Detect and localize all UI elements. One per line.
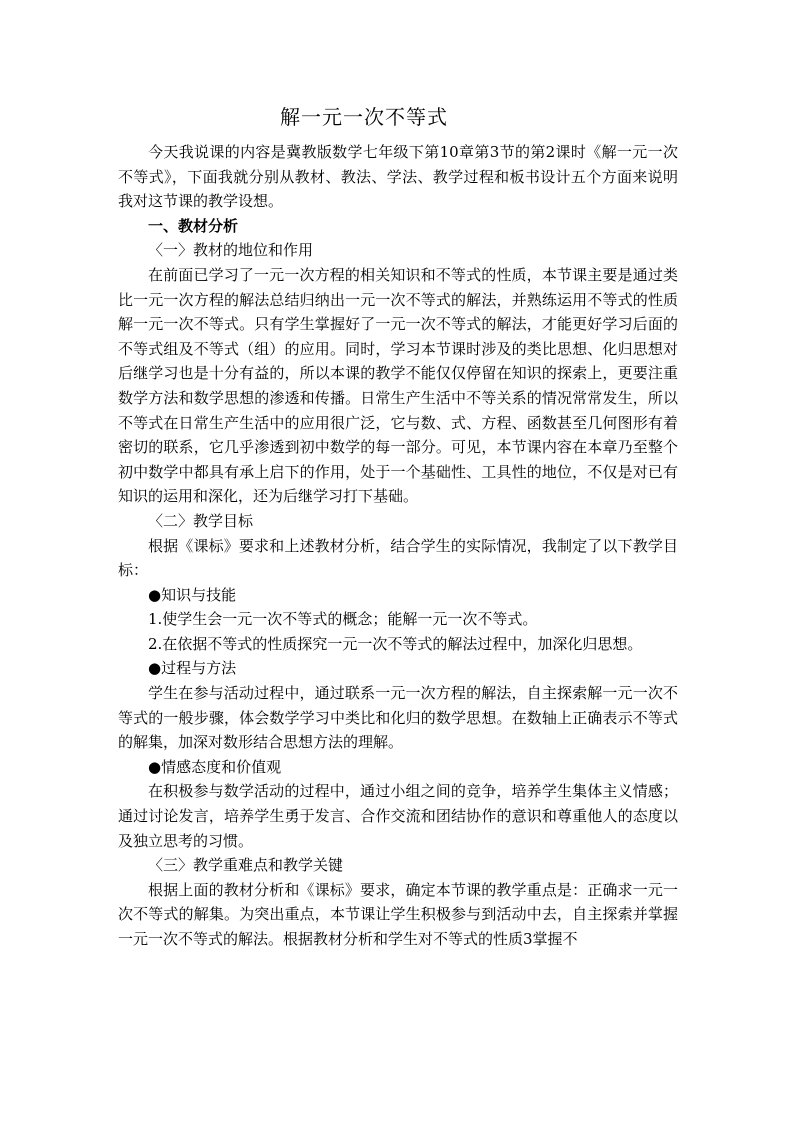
body-paragraph-status-role: 在前面已学习了一元一次方程的相关知识和不等式的性质，本节课主要是通过类比一元一次方程的解法总结归纳出一元一次不等式的解法，并熟练运用不等式的性质解一元一次不等式。只有学生掌握好了一元一次不等式的解法，才能更好学习后面的不等式组及不等式（组）的应用。同时，学习本节课时涉及的类比思想、化归思想对后继学习也是十分有益的，所以本课的教学不能仅仅停留在知识的探索上，更要注重数学方法和数学思想的渗透和传播。日常生产生活中不等关系的情况常常发生，所以不等式在日常生产生活中的应用很广泛，它与数、式、方程、函数甚至几何图形有着密切的联系，它几乎渗透到初中数学的每一部分。可见，本节课内容在本章乃至整个初中数学中都具有承上启下的作用，处于一个基础性、工具性的地位，不仅是对已有知识的运用和深化，还为后继学习打下基础。 <box>118 265 678 506</box>
bullet-heading-process-method: ●过程与方法 <box>148 659 237 678</box>
intro-paragraph: 今天我说课的内容是冀教版数学七年级下第10章第3节的第2课时《解一元一次不等式》，下面我就分别从教材、教法、学法、教学过程和板书设计五个方面来说明我对这节课的教学设想。 <box>118 143 678 211</box>
body-paragraph-objectives-intro: 根据《课标》要求和上述教材分析，结合学生的实际情况，我制定了以下教学目标： <box>118 536 678 580</box>
bullet-heading-attitude-values: ●情感态度和价值观 <box>148 757 282 776</box>
document-title: 解一元一次不等式 <box>280 105 448 129</box>
section-heading-textbook-analysis: 一、教材分析 <box>148 216 239 235</box>
list-item-1: 1.使学生会一元一次不等式的概念；能解一元一次不等式。 <box>148 610 538 629</box>
subsection-heading-status-role: 〈一〉教材的地位和作用 <box>148 241 314 260</box>
document-body <box>118 140 678 952</box>
bullet-heading-knowledge-skills: ●知识与技能 <box>148 585 237 604</box>
body-paragraph-key-points: 根据上面的教材分析和《课标》要求，确定本节课的教学重点是：正确求一元一次不等式的解集。为突出重点，本节课让学生积极参与到活动中去，自主探索并掌握一元一次不等式的解法。根据教材分析和学生对不等式的性质3掌握不 <box>118 880 678 948</box>
body-paragraph-attitude-values: 在积极参与数学活动的过程中，通过小组之间的竞争，培养学生集体主义情感；通过讨论发言，培养学生勇于发言、合作交流和团结协作的意识和尊重他人的态度以及独立思考的习惯。 <box>118 782 678 850</box>
list-item-2: 2.在依据不等式的性质探究一元一次不等式的解法过程中，加深化归思想。 <box>148 634 643 653</box>
body-paragraph-process-method: 学生在参与活动过程中，通过联系一元一次方程的解法，自主探索解一元一次不等式的一般步骤，体会数学学习中类比和化归的数学思想。在数轴上正确表示不等式的解集，加深对数形结合思想方法的理解。 <box>118 684 678 752</box>
subsection-heading-key-points: 〈三〉教学重难点和教学关键 <box>148 856 344 875</box>
subsection-heading-objectives: 〈二〉教学目标 <box>148 511 254 530</box>
